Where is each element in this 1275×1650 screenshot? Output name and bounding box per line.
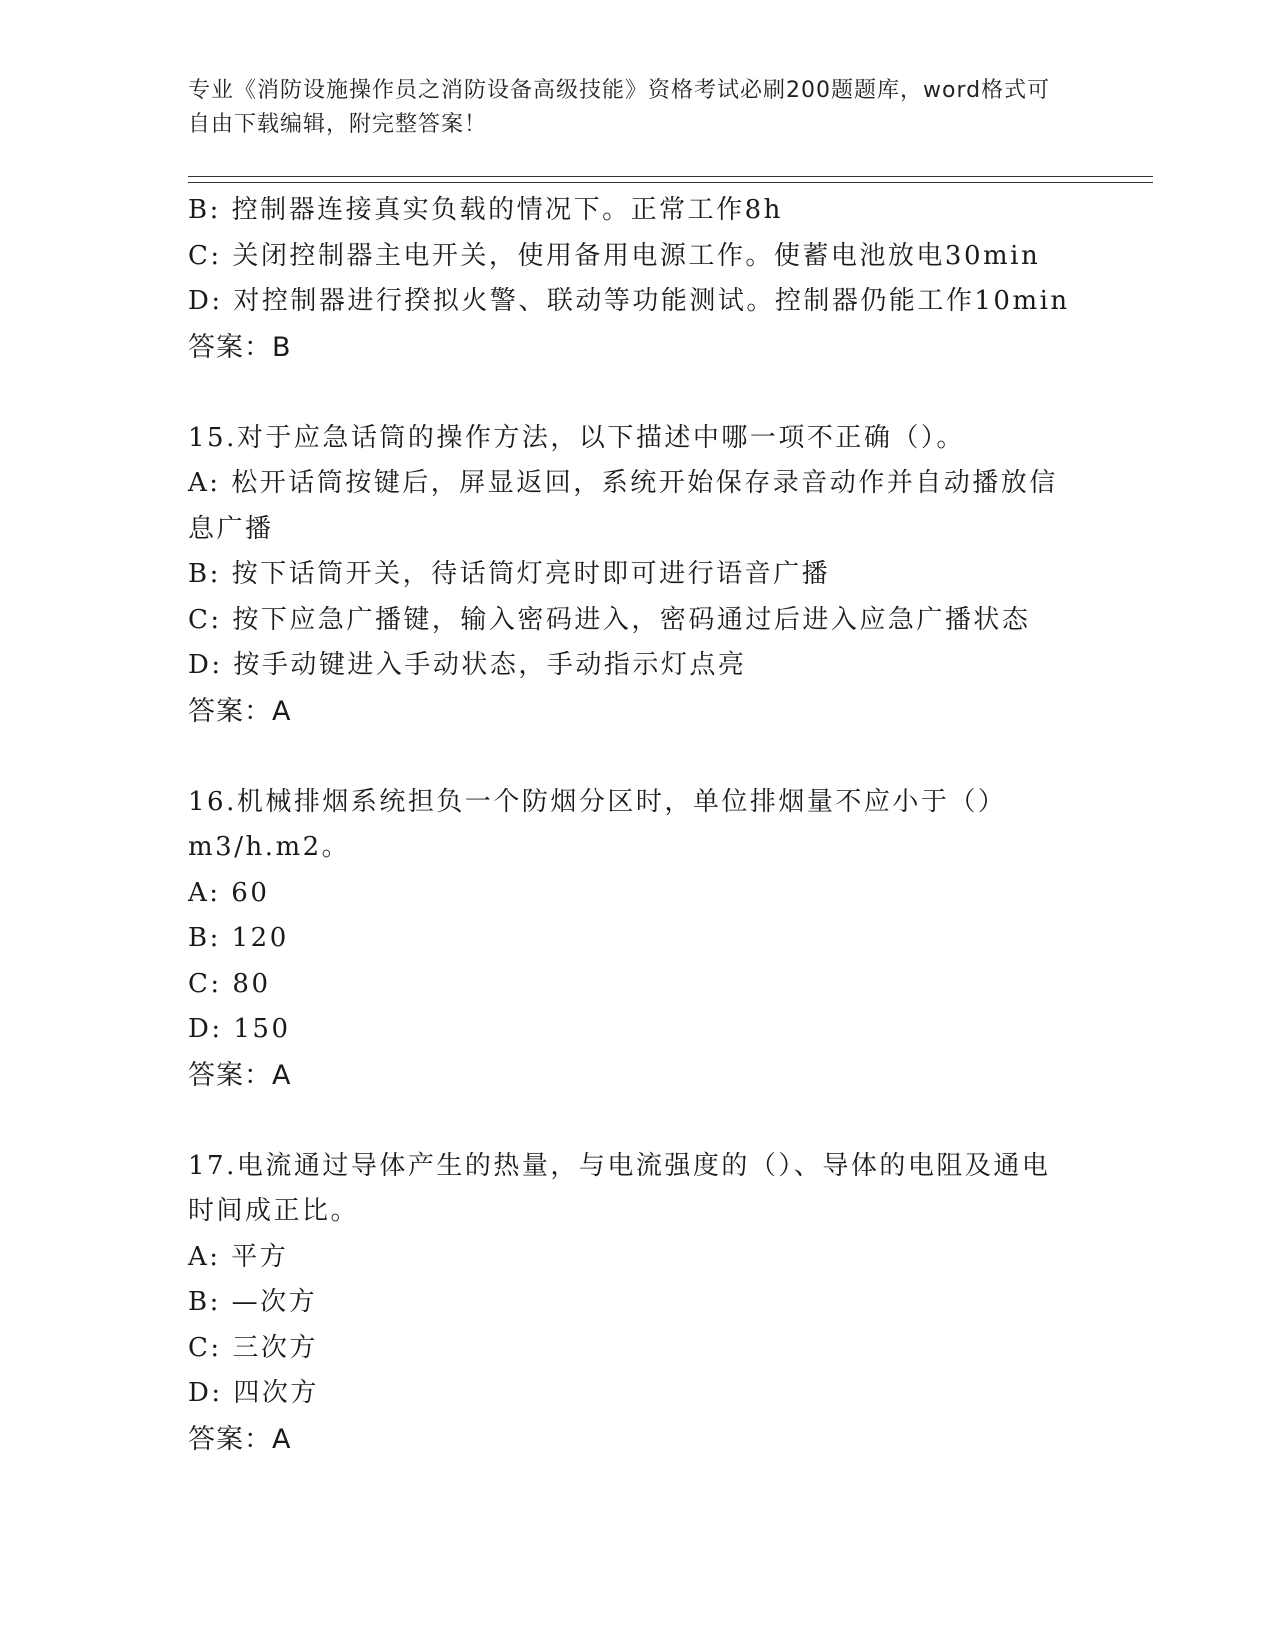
page-header: 专业《消防设施操作员之消防设备高级技能》资格考试必刷200题题库，word格式可自由下载编辑，附完整答案！	[188, 78, 1051, 137]
text-line: D: 150	[188, 1014, 291, 1044]
text-line: B: 120	[188, 923, 289, 953]
answer-line: 答案：A	[188, 695, 292, 727]
text-line: 时间成正比。	[188, 1196, 360, 1226]
blank-line	[188, 734, 1088, 780]
text-line: D: 按手动键进入手动状态，手动指示灯点亮	[188, 650, 747, 680]
text-line: 息广播	[188, 513, 274, 544]
text-line: 16.机械排烟系统担负一个防烟分区时，单位排烟量不应小于（）	[188, 786, 1007, 817]
text-line: 15.对于应急话筒的操作方法，以下描述中哪一项不正确（）。	[188, 422, 965, 453]
text-line: 17.电流通过导体产生的热量，与电流强度的（）、导体的电阻及通电	[188, 1150, 1051, 1181]
header-divider-bottom	[188, 182, 1153, 183]
answer-line: 答案：A	[188, 1059, 292, 1091]
text-line: C: 关闭控制器主电开关，使用备用电源工作。使蓄电池放电30min	[188, 240, 1041, 271]
question-content	[188, 188, 1088, 1462]
text-line: B: 控制器连接真实负载的情况下。正常工作8h	[188, 195, 783, 225]
text-line: C: 80	[188, 968, 271, 999]
answer-line: 答案：A	[188, 1423, 292, 1455]
text-line: B: 按下话筒开关，待话筒灯亮时即可进行语音广播	[188, 559, 831, 589]
text-line: D: 对控制器进行揆拟火警、联动等功能测试。控制器仍能工作10min	[188, 286, 1070, 316]
text-line: C: 按下应急广播键，输入密码进入，密码通过后进入应急广播状态	[188, 604, 1031, 635]
text-line: C: 三次方	[188, 1332, 318, 1363]
text-line: D: 四次方	[188, 1378, 319, 1408]
blank-line	[188, 1098, 1088, 1144]
text-line: B: —次方	[188, 1287, 318, 1317]
answer-line: 答案：B	[188, 331, 292, 363]
text-line: A: 平方	[188, 1241, 289, 1272]
header-divider-top	[188, 176, 1153, 177]
text-line: m3/h.m2。	[188, 832, 351, 862]
text-line: A: 60	[188, 877, 270, 908]
blank-line	[188, 370, 1088, 416]
text-line: A: 松开话筒按键后，屏显返回，系统开始保存录音动作并自动播放信	[188, 468, 1058, 498]
